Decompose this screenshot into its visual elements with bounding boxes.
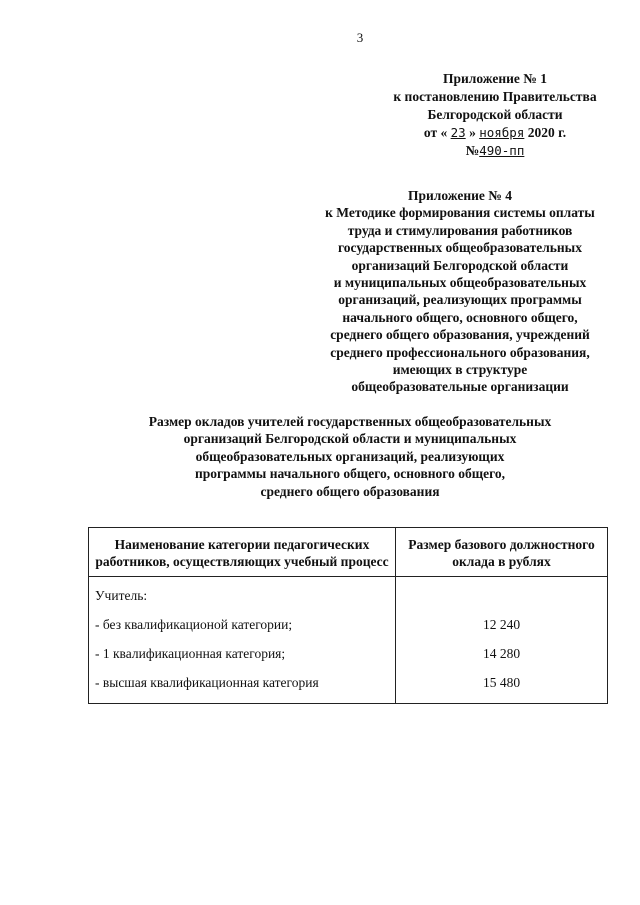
- table-row: [89, 639, 608, 668]
- document-title-line: общеобразовательных организаций, реализующих: [195, 448, 505, 464]
- category-cell: - без квалификационой категории;: [89, 610, 396, 639]
- table-row: [89, 668, 608, 704]
- appendix-4-line: организаций Белгородской области: [351, 257, 569, 273]
- appendix-4-line: государственных общеобразовательных: [338, 240, 582, 256]
- category-cell: - 1 квалификационная категория;: [89, 639, 396, 668]
- salary-cell: 14 280: [396, 639, 608, 668]
- date-mid: »: [469, 125, 476, 140]
- appendix-1-date-line: [345, 124, 640, 142]
- header-salary: Размер базового должностного оклада в рублях: [396, 528, 608, 577]
- appendix-4-block: [295, 187, 625, 396]
- salary-table: [88, 527, 608, 704]
- appendix-4-line: общеобразовательные организации: [351, 379, 569, 395]
- document-title-line: программы начального общего, основного общего,: [194, 466, 506, 482]
- date-month: ноября: [479, 125, 525, 140]
- appendix-4-line: и муниципальных общеобразовательных: [333, 275, 587, 291]
- number-prefix: №: [465, 143, 480, 158]
- document-title: [120, 413, 580, 500]
- category-cell: Учитель:: [89, 577, 396, 611]
- appendix-1-block: [345, 70, 640, 160]
- date-day: 23: [450, 125, 466, 140]
- salary-cell: 12 240: [396, 610, 608, 639]
- table-row: [89, 577, 608, 611]
- document-title-line: среднего общего образования: [260, 483, 440, 499]
- appendix-4-line: начального общего, основного общего,: [342, 309, 578, 325]
- appendix-4-line: Приложение № 4: [408, 188, 512, 203]
- appendix-1-line-2: к постановлению Правительства: [393, 89, 597, 104]
- date-prefix: от «: [423, 125, 448, 140]
- appendix-1-title: Приложение № 1: [443, 71, 547, 86]
- page-number: 3: [356, 30, 364, 45]
- table-header-row: [89, 528, 608, 577]
- salary-cell: 15 480: [396, 668, 608, 704]
- appendix-4-line: среднего общего образования, учреждений: [330, 327, 590, 343]
- document-title-line: Размер окладов учителей государственных общеобразовательных: [148, 414, 552, 429]
- header-category: Наименование категории педагогических работников, осуществляющих учебный процесс: [89, 528, 396, 577]
- appendix-4-line: труда и стимулирования работников: [347, 222, 573, 238]
- appendix-4-line: среднего профессионального образования,: [330, 344, 590, 360]
- appendix-4-line: имеющих в структуре: [392, 362, 528, 378]
- category-cell: - высшая квалификационная категория: [89, 668, 396, 704]
- appendix-1-number-line: [345, 142, 640, 160]
- date-suffix: 2020 г.: [527, 125, 567, 140]
- document-title-line: организаций Белгородской области и муниципальных: [183, 431, 517, 447]
- salary-cell: [396, 577, 608, 611]
- appendix-4-line: организаций, реализующих программы: [338, 292, 582, 308]
- appendix-4-line: к Методике формирования системы оплаты: [325, 205, 595, 221]
- number-value: 490-пп: [479, 143, 525, 158]
- table-row: [89, 610, 608, 639]
- appendix-1-line-3: Белгородской области: [427, 107, 563, 122]
